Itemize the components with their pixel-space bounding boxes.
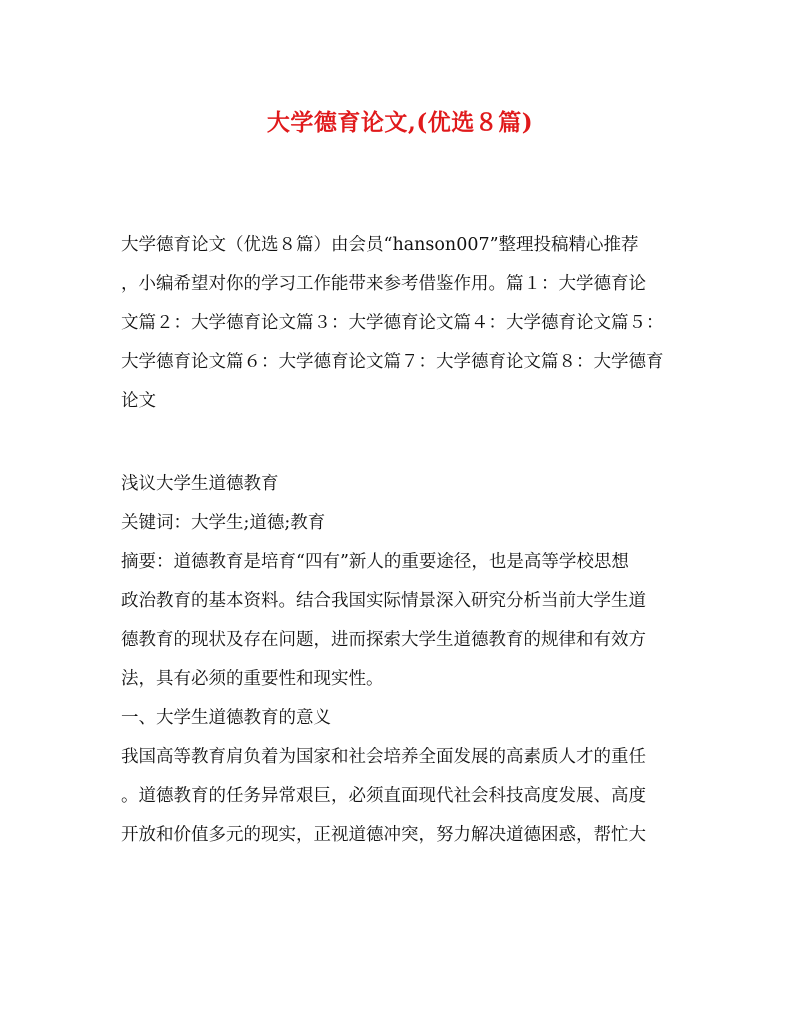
abstract-line: 德教育的现状及存在问题，进而探索大学生道德教育的规律和有效方 [121,630,646,650]
intro-line: 大学德育论文（优选８篇）由会员“hanson007”整理投稿精心推荐 [121,235,639,255]
abstract-line: 摘要：道德教育是培育“四有”新人的重要途径，也是高等学校思想 [121,552,629,572]
keywords-line: 关键词：大学生;道德;教育 [121,513,326,533]
body-line: 开放和价值多元的现实，正视道德冲突，努力解决道德困惑，帮忙大 [121,825,646,845]
abstract-line: 法，具有必须的重要性和现实性。 [121,669,384,689]
body-line: 我国高等教育肩负着为国家和社会培养全面发展的高素质人才的重任 [121,747,646,767]
body-line: 。道德教育的任务异常艰巨，必须直面现代社会科技高度发展、高度 [121,786,646,806]
intro-line: 大学德育论文篇６：大学德育论文篇７：大学德育论文篇８：大学德育 [121,352,664,372]
intro-line: 文篇２：大学德育论文篇３：大学德育论文篇４：大学德育论文篇５： [121,313,664,333]
article-heading: 浅议大学生道德教育 [121,474,279,494]
document-title: 大学德育论文,(优选８篇) [266,109,534,136]
intro-line: ，小编希望对你的学习工作能带来参考借鉴作用。篇１：大学德育论 [121,274,646,294]
intro-line: 论文 [121,391,156,411]
abstract-line: 政治教育的基本资料。结合我国实际情景深入研究分析当前大学生道 [121,591,646,611]
section-heading: 一、大学生道德教育的意义 [121,708,331,728]
